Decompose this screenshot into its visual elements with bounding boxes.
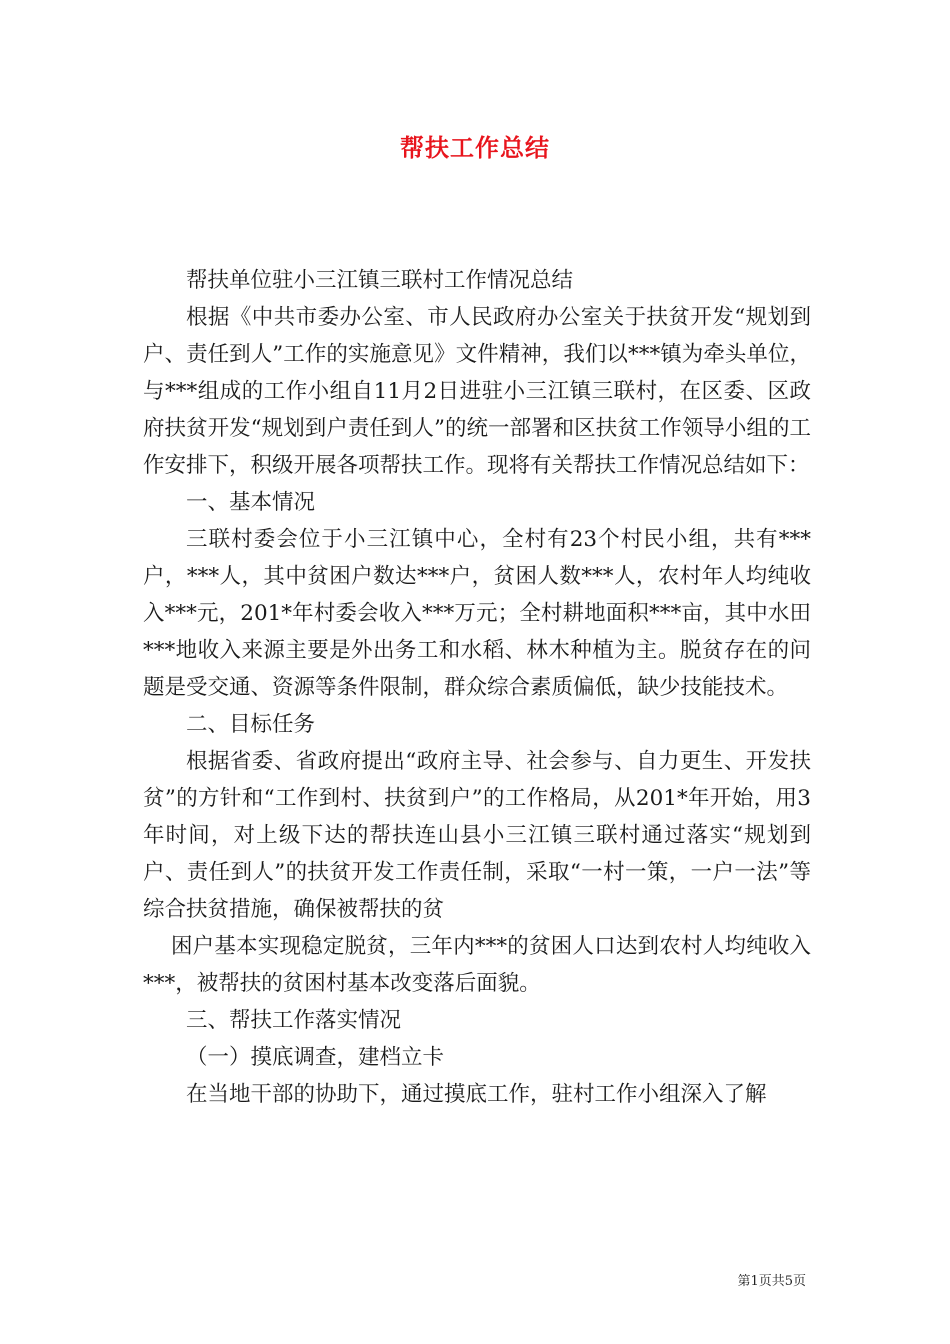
page-number: 第1页共5页 [737, 1274, 806, 1289]
section-heading-targets: 二、目标任务 [186, 712, 316, 737]
paragraph-targets: 根据省委、省政府提出“政府主导、社会参与、自力更生、开发扶贫”的方针和“工作到村、扶贫到户”的工作格局，从201*年开始，用3年时间，对上级下达的帮扶连山县小三江镇三联村通过落实“规划到户、责任到人”的扶贫开发工作责任制，采取“一村一策，一户一法”等综合扶贫措施，确保被帮扶的贫 [143, 749, 811, 922]
section-heading-implementation: 三、帮扶工作落实情况 [186, 1008, 402, 1033]
page-title: 帮扶工作总结 [400, 133, 550, 162]
paragraph-survey: 在当地干部的协助下，通过摸底工作，驻村工作小组深入了解 [186, 1082, 767, 1107]
paragraph-intro: 根据《中共市委办公室、市人民政府办公室关于扶贫开发“规划到户、责任到人”工作的实施意见》文件精神，我们以***镇为牵头单位，与***组成的工作小组自11月2日进驻小三江镇三联村，在区委、区政府扶贫开发“规划到户责任到人”的统一部署和区扶贫工作领导小组的工作安排下，积级开展各项帮扶工作。现将有关帮扶工作情况总结如下： [143, 305, 811, 478]
paragraph-basic-situation: 三联村委会位于小三江镇中心，全村有23个村民小组，共有***户，***人，其中贫困户数达***户，贫困人数***人，农村年人均纯收入***元，201*年村委会收入***万元；全村耕地面积***亩，其中水田***地收入来源主要是外出务工和水稻、林木种植为主。脱贫存在的问题是受交通、资源等条件限制，群众综合素质偏低，缺少技能技术。 [143, 527, 811, 700]
document-body [143, 262, 811, 1113]
subsection-heading-survey: （一）摸底调查，建档立卡 [186, 1045, 445, 1070]
paragraph-targets-continued: 困户基本实现稳定脱贫，三年内***的贫困人口达到农村人均纯收入***，被帮扶的贫困村基本改变落后面貌。 [143, 934, 811, 996]
section-heading-basic-situation: 一、基本情况 [186, 490, 316, 515]
paragraph-subtitle: 帮扶单位驻小三江镇三联村工作情况总结 [186, 268, 574, 293]
